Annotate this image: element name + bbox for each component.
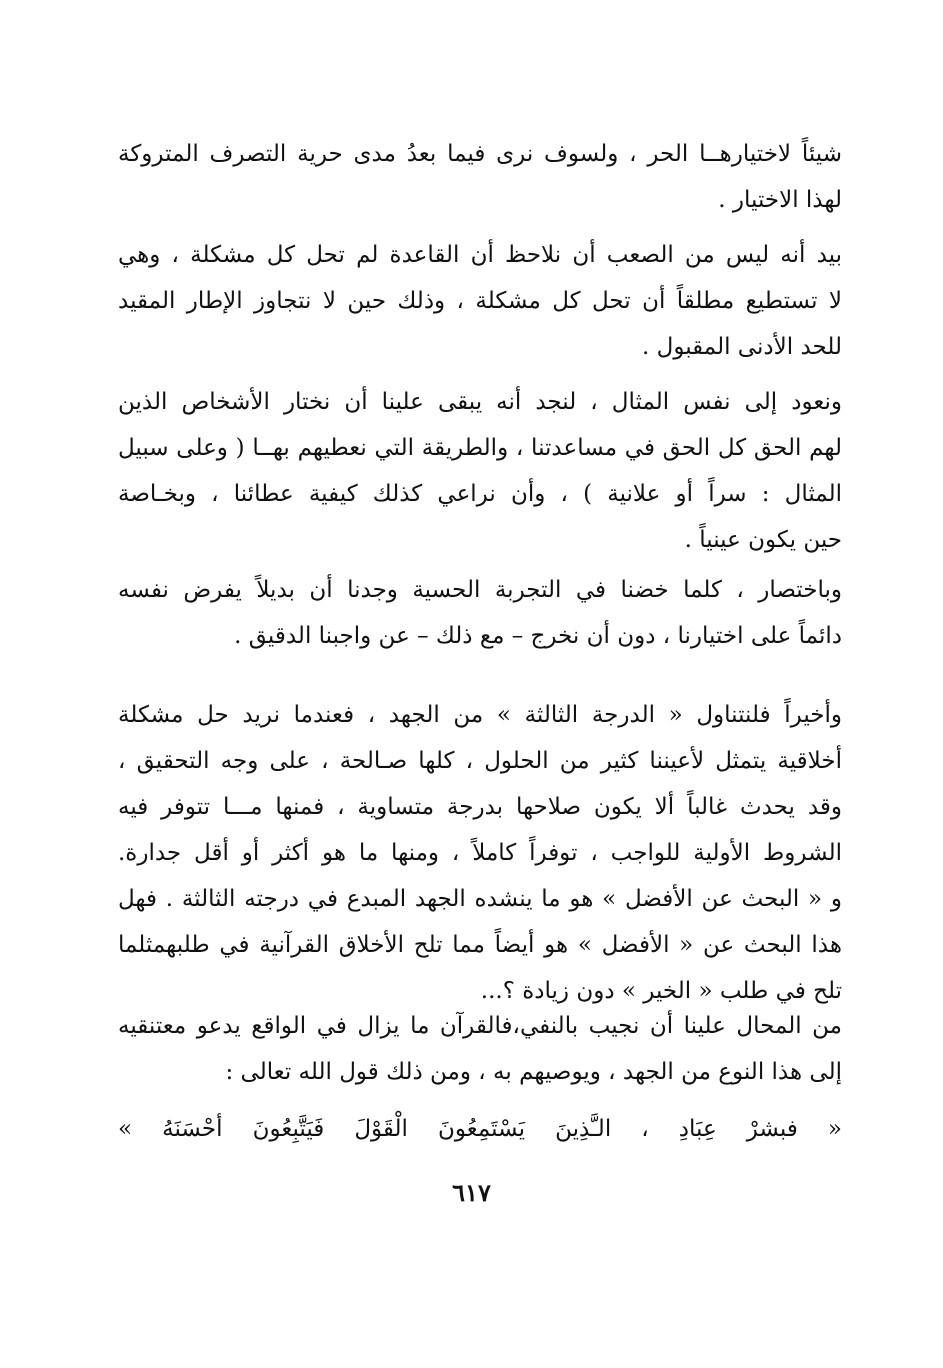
text-line: هذا البحث عن « الأفضل » هو أيضاً مما تلح الأخلاق القرآنية في طلبهمثلما — [118, 932, 842, 958]
paragraph-5 — [118, 692, 842, 1014]
quran-verse — [118, 1106, 842, 1152]
text-line: الشروط الأولية للواجب ، توفراً كاملاً ، ومنها ما هو أكثر أو أقل جدارة. — [118, 840, 842, 866]
text-line: ونعود إلى نفس المثال ، لنجد أنه يبقى علينا أن نختار الأشخاص الذين — [118, 389, 842, 415]
text-line: لهم الحق كل الحق في مساعدتنا ، والطريقة التي نعطيهم بهــا ( وعلى سبيل — [118, 435, 842, 461]
text-line: تلح في طلب « الخير » دون زيادة ؟... — [480, 978, 842, 1004]
text-line: وباختصار ، كلما خضنا في التجربة الحسية وجدنا أن بديلاً يفرض نفسه — [118, 577, 842, 603]
text-line: من المحال علينا أن نجيب بالنفي،فالقرآن ما يزال في الواقع يدعو معتنقيه — [118, 1013, 842, 1039]
text-line: إلى هذا النوع من الجهد ، ويوصيهم به ، ومن ذلك قول الله تعالى : — [225, 1059, 842, 1085]
text-line: بيد أنه ليس من الصعب أن نلاحظ أن القاعدة لم تحل كل مشكلة ، وهي — [118, 242, 842, 268]
paragraph-3 — [118, 379, 842, 563]
text-line: للحد الأدنى المقبول . — [642, 334, 842, 360]
text-line: وقد يحدث غالباً ألا يكون صلاحها بدرجة متساوية ، فمنها مـــا تتوفر فيه — [118, 794, 842, 820]
text-line: حين يكون عينياً . — [684, 527, 842, 553]
text-line: المثال : سراً أو علانية ) ، وأن نراعي كذلك كيفية عطائنا ، وبخـاصة — [118, 481, 842, 507]
paragraph-2 — [118, 232, 842, 370]
text-line: وأخيراً فلنتناول « الدرجة الثالثة » من الجهد ، فعندما نريد حل مشكلة — [118, 702, 842, 728]
page-number: ٦١٧ — [452, 1178, 491, 1207]
paragraph-4 — [118, 567, 842, 659]
verse-line: « فبشرْ عِبَادِ ، الـَّذِينَ يَسْتَمِعُونَ الْقَوْلَ فَيَتَّبِعُونَ أحْسَنَهُ » — [118, 1116, 842, 1142]
text-line: لهذا الاختيار . — [718, 187, 842, 213]
text-line: شيئاً لاختيارهــا الحر ، ولسوف نرى فيما بعدُ مدى حرية التصرف المتروكة — [118, 141, 842, 167]
paragraph-6 — [118, 1003, 842, 1095]
paragraph-1 — [118, 131, 842, 223]
text-line: و « البحث عن الأفضل » هو ما ينشده الجهد المبدع في درجته الثالثة . فهل — [118, 886, 842, 912]
text-line: دائماً على اختيارنا ، دون أن نخرج – مع ذلك – عن واجبنا الدقيق . — [234, 623, 842, 649]
text-line: أخلاقية يتمثل لأعيننا كثير من الحلول ، كلها صـالحة ، على وجه التحقيق ، — [118, 748, 842, 774]
text-line: لا تستطيع مطلقاً أن تحل كل مشكلة ، وذلك حين لا نتجاوز الإطار المقيد — [118, 288, 842, 314]
